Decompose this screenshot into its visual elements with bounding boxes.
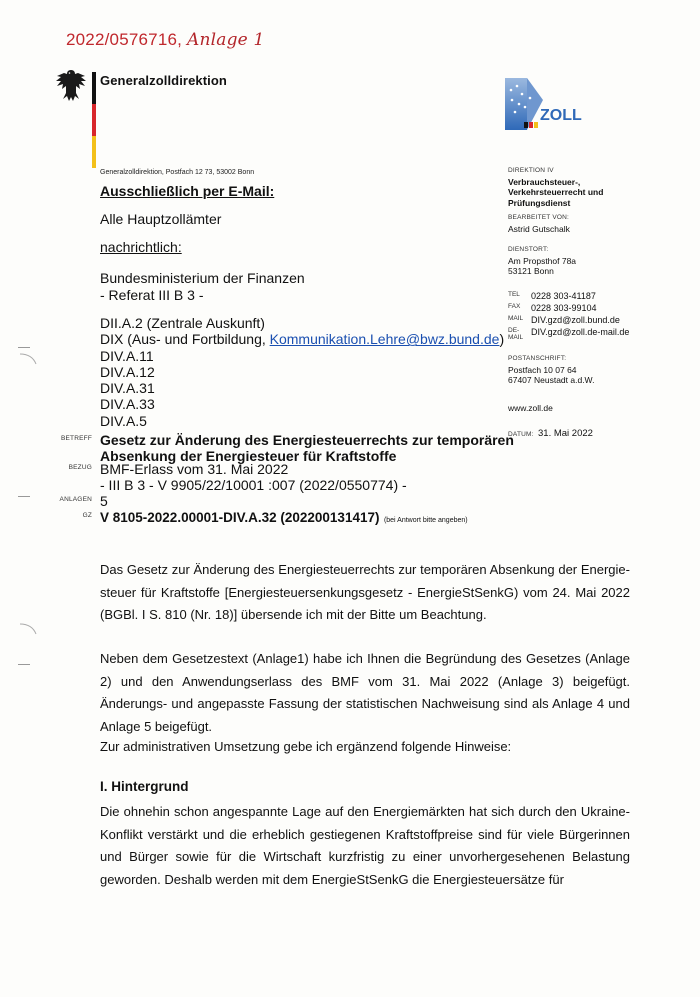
- fold-mark: [18, 496, 30, 497]
- body-paragraph: Zur administrativen Umsetzung gebe ich ergänzend folgende Hinweise:: [100, 739, 512, 754]
- anlagen-label: ANLAGEN: [59, 496, 92, 503]
- web-address[interactable]: www.zoll.de: [508, 403, 553, 413]
- delivery-method: Ausschließlich per E-Mail:: [100, 183, 275, 199]
- punch-mark-icon: [18, 622, 38, 636]
- document-stamp: 2022/0576716, Anlage 1: [66, 30, 265, 50]
- ministry-referat: - Referat III B 3 -: [100, 287, 204, 303]
- agency-name: Generalzolldirektion: [100, 73, 227, 88]
- sidebar-contacts: [508, 291, 648, 343]
- ministry-name: Bundesministerium der Finanzen: [100, 270, 305, 286]
- bearbeitet-name: Astrid Gutschalk: [508, 223, 570, 234]
- unit-item: DII.A.2 (Zentrale Auskunft): [100, 315, 265, 331]
- file-number-note: (bei Antwort bitte angeben): [383, 517, 468, 524]
- betreff-label: BETREFF: [60, 435, 92, 442]
- dept-line: Prüfungsdienst: [508, 197, 571, 208]
- date-label: DATUM:: [508, 431, 534, 438]
- unit-item: DIX (Aus- und Fortbildung, Kommunikation.Lehre@bwz.bund.de): [100, 331, 505, 348]
- sender-line: Generalzolldirektion, Postfach 12 73, 53002 Bonn: [100, 169, 255, 176]
- unit-item: DIV.A.12: [100, 363, 155, 380]
- section-heading: I. Hintergrund: [100, 779, 189, 794]
- zoll-logo-icon: [503, 76, 594, 132]
- german-flag-stripe: [92, 72, 96, 168]
- body-paragraph: Neben dem Gesetzestext (Anlage1) habe ich Ihnen die Begründung des Gesetzes (Anlage 2) und den Anwendungserlass des BMF vom 31. Mai 2022 (Anlage 3) beigefügt. Änderungs- und angepasste Fassung der statistischen Nachweisung sind als Anlage 4 und Anlage 5 beigefügt.: [100, 651, 630, 734]
- punch-mark-icon: [18, 352, 38, 366]
- fold-mark: [18, 347, 30, 348]
- reference-line: - III B 3 - V 9905/22/10001 :007 (2022/0550774) -: [100, 477, 407, 493]
- bearbeitet-label: BEARBEITET VON:: [508, 214, 570, 221]
- direktion-label: DIREKTION IV: [508, 167, 554, 174]
- date-value: 31. Mai 2022: [538, 428, 593, 439]
- phone-number: 0228 303-41187: [531, 291, 596, 301]
- gz-label: GZ: [82, 512, 92, 519]
- reference-line: BMF-Erlass vom 31. Mai 2022: [100, 461, 289, 477]
- bezug-label: BEZUG: [68, 464, 92, 471]
- zoll-logo-text: ZOLL: [540, 107, 582, 124]
- dienstort-label: DIENSTORT:: [508, 246, 549, 253]
- email-link[interactable]: Kommunikation.Lehre@bwz.bund.de: [269, 331, 500, 348]
- body-paragraph: Die ohnehin schon angespannte Lage auf den Energiemärkten hat sich durch den Ukraine-Konflikt verstärkt und die erheblich gestiegenen Kraftstoffpreise sind für viele Bürgerinnen und Bürger sowie für die Wirtschaft kurzfristig zu einer unvorhergesehenen Belastung geworden. Deshalb werden mit dem EnergieStSenkG die Energiesteuersätze für: [100, 804, 630, 887]
- sidebar-postanschrift: [508, 354, 594, 386]
- post-label: POSTANSCHRIFT:: [508, 355, 567, 362]
- subject-line: Absenkung der Energiesteuer für Kraftstoffe: [100, 448, 397, 464]
- attachments-count: 5: [100, 493, 108, 509]
- unit-item: DIV.A.31: [100, 380, 155, 397]
- sidebar-bearbeitet: [508, 213, 570, 234]
- dept-line: Verbrauchsteuer-,: [508, 176, 581, 187]
- cc-label: nachrichtlich:: [100, 239, 182, 255]
- body-paragraph: Das Gesetz zur Änderung des Energiesteuerrechts zur temporären Absenkung der Energie-steuer für Kraftstoffe [Energiesteuersenkungsgesetz - EnergieStSenkG) vom 24. Mai 2022 (BGBl. I S. 810 (Nr. 18)] übersende ich mit der Bitte um Beachtung.: [100, 562, 630, 622]
- stamp-note: Anlage 1: [186, 30, 265, 50]
- post-city: 67407 Neustadt a.d.W.: [508, 375, 595, 385]
- unit-item: DIV.A.33: [100, 396, 155, 413]
- post-box: Postfach 10 07 64: [508, 364, 577, 375]
- unit-item: DIV.A.11: [100, 347, 154, 364]
- fax-number: 0228 303-99104: [531, 303, 597, 313]
- contact-label: TEL: [508, 291, 520, 298]
- dienstort-street: Am Propsthof 78a: [508, 255, 577, 266]
- file-number: [100, 509, 468, 527]
- sidebar-dienstort: [508, 245, 576, 277]
- dept-line: Verkehrsteuerrecht und: [508, 187, 604, 197]
- contact-label: MAIL: [508, 315, 524, 322]
- dienstort-city: 53121 Bonn: [508, 266, 554, 276]
- primary-recipient: Alle Hauptzollämter: [100, 211, 222, 227]
- stamp-number: 2022/0576716: [66, 30, 178, 49]
- file-number-value: V 8105-2022.00001-DIV.A.32 (202200131417): [100, 510, 380, 525]
- subject-line: Gesetz zur Änderung des Energiesteuerrechts zur temporären: [100, 432, 514, 448]
- contact-label: DE-MAIL: [508, 327, 524, 341]
- demail-address[interactable]: DIV.gzd@zoll.de-mail.de: [531, 327, 630, 337]
- mail-address[interactable]: DIV.gzd@zoll.bund.de: [531, 315, 620, 325]
- unit-item: DIV.A.5: [100, 412, 147, 429]
- contact-label: FAX: [508, 303, 521, 310]
- sidebar-date: [508, 428, 593, 441]
- federal-eagle-icon: [54, 66, 88, 104]
- unit-list: [100, 315, 504, 429]
- sidebar-department: [508, 166, 603, 208]
- fold-mark: [18, 664, 30, 665]
